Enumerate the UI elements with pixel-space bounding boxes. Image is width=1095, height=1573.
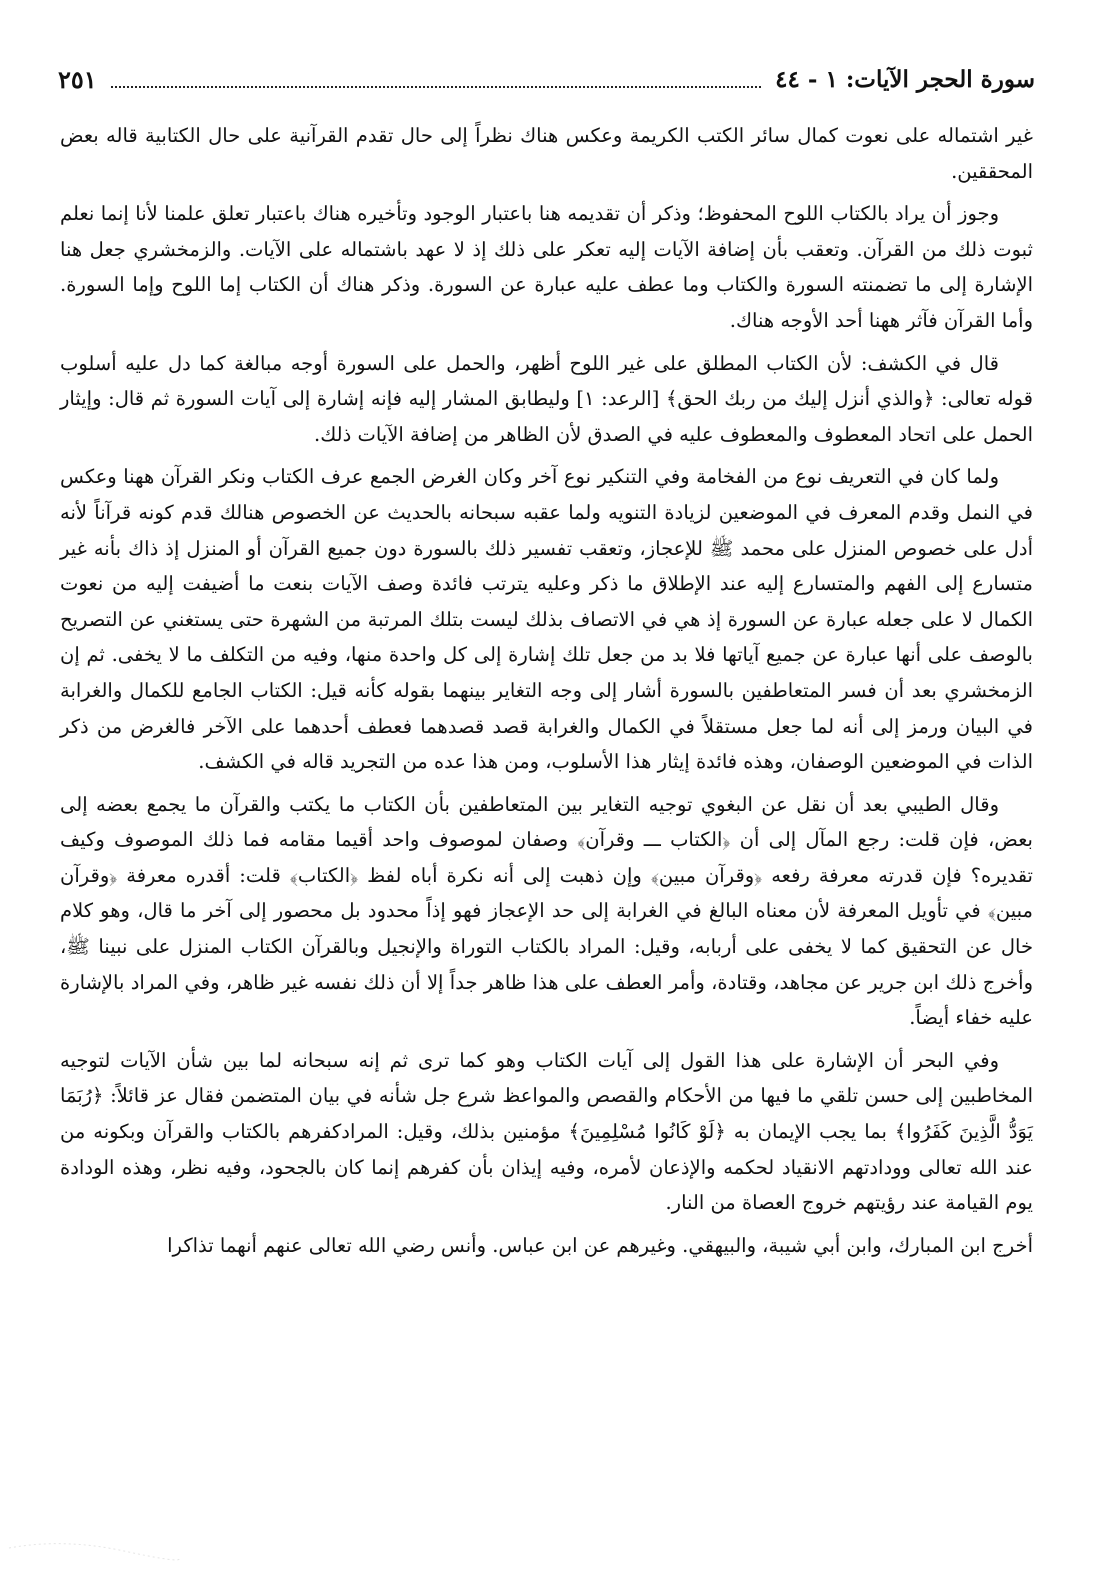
scan-smudge — [4, 1513, 184, 1563]
paragraph: أخرج ابن المبارك، وابن أبي شيبة، والبيهقي. وغيرهم عن ابن عباس. وأنس رضي الله تعالى عنهم أنهما تذاكرا — [167, 1233, 1033, 1257]
paragraph: وقال الطيبي بعد أن نقل عن البغوي توجيه التغاير بين المتعاطفين بأن الكتاب ما يكتب والقرآن ما يجمع بعضه إلى بعض، فإن قلت: رجع المآل إلى أن ﴿الكتاب ـــ وقرآن﴾ وصفان لموصوف واحد أقيما مقامه فما ذلك الموصوف وكيف تقديره؟ فإن قدرته معرفة رفعه ﴿وقرآن مبين﴾ وإن ذهبت إلى أنه نكرة أباه لفظ ﴿الكتاب﴾ قلت: أقدره معرفة ﴿وقرآن مبين﴾ في تأويل المعرفة لأن معناه البالغ في الغرابة إلى حد الإعجاز فهو إذاً محدود بل محصور إلى آخر ما قال، وهو كلام خال عن التحقيق كما لا يخفى على أربابه، وقيل: المراد بالكتاب التوراة والإنجيل وبالقرآن الكتاب المنزل على نبينا ﷺ، وأخرج ذلك ابن جرير عن مجاهد، وقتادة، وأمر العطف على هذا ظاهر جداً إلا أن ذلك نفسه غير ظاهر، وفي المراد بالإشارة عليه خفاء أيضاً. — [60, 792, 1033, 1030]
paragraph: غير اشتماله على نعوت كمال سائر الكتب الكريمة وعكس هناك نظراً إلى حال تقدم القرآنية على حال الكتابية قاله بعض المحققين. — [60, 124, 1033, 183]
leader-dots — [111, 85, 762, 88]
paragraph: وجوز أن يراد بالكتاب اللوح المحفوظ؛ وذكر أن تقديمه هنا باعتبار الوجود وتأخيره هناك باعتبار تعلق علمنا لأنا إنما نعلم ثبوت ذلك من القرآن. وتعقب بأن إضافة الآيات إليه تعكر على ذلك إذ لا عهد باشتماله على الآيات. والزمخشري جعل هنا الإشارة إلى ما تضمنته السورة والكتاب وما عطف عليه عبارة عن السورة. وذكر هناك أن الكتاب إما اللوح وإما السورة. وأما القرآن فآثر ههنا أحد الأوجه هناك. — [60, 202, 1033, 332]
page-number: ٢٥١ — [58, 65, 97, 94]
paragraph: ولما كان في التعريف نوع من الفخامة وفي التنكير نوع آخر وكان الغرض الجمع عرف الكتاب ونكر القرآن ههنا وعكس في النمل وقدم المعرف في الموضعين لزيادة التنويه ولما عقبه سبحانه بالحديث عن الخصوص هنالك قدم كونه قرآناً لأنه أدل على خصوص المنزل على محمد ﷺ للإعجاز، وتعقب تفسير ذلك بالسورة دون جميع القرآن أو المنزل إذ ذاك بأنه غير متسارع إلى الفهم والمتسارع إليه عند الإطلاق ما ذكر وعليه يترتب فائدة وصف الآيات بنعت ما أضيفت إليه من نعوت الكمال لا على جعله عبارة عن السورة إذ هي في الاتصاف بذلك ليست بتلك المرتبة من الشهرة حتى يستغني عن التصريح بالوصف على أنها عبارة عن جميع آياتها فلا بد من جعل تلك إشارة إلى كل واحدة منها، وفيه من التكلف ما لا يخفى. ثم إن الزمخشري بعد أن فسر المتعاطفين بالسورة أشار إلى وجه التغاير بينهما بقوله كأنه قيل: الكتاب الجامع للكمال والغرابة في البيان ورمز إلى أنه لما جعل مستقلاً في الكمال والغرابة قصد قصدهما فعطف أحدهما على الآخر فالغرض من ذكر الذات في الموضعين الوصفان، وهذه فائدة إيثار هذا الأسلوب، ومن هذا عده من التجريد قاله في الكشف. — [60, 465, 1033, 774]
running-title: سورة الحجر الآيات: ١ - ٤٤ — [775, 66, 1035, 93]
paragraph: قال في الكشف: لأن الكتاب المطلق على غير اللوح أظهر، والحمل على السورة أوجه مبالغة كما دل عليه أسلوب قوله تعالى: ﴿والذي أنزل إليك من ربك الحق﴾ [الرعد: ١] وليطابق المشار إليه فإنه إشارة إلى آيات السورة ثم قال: وإيثار الحمل على اتحاد المعطوف والمعطوف عليه في الصدق لأن الظاهر من إضافة الآيات ذلك. — [60, 351, 1033, 446]
page-header — [58, 56, 1035, 96]
page-body — [60, 118, 1033, 1270]
paragraph: وفي البحر أن الإشارة على هذا القول إلى آيات الكتاب وهو كما ترى ثم إنه سبحانه لما بين شأن الآيات لتوجيه المخاطبين إلى حسن تلقي ما فيها من الأحكام والقصص والمواعظ شرع جل شأنه في بيان المتضمن فقال عز قائلاً: ﴿رُبَمَا يَوَدُّ الَّذِينَ كَفَرُوا﴾ بما يجب الإيمان به ﴿لَوْ كَانُوا مُسْلِمِينَ﴾ مؤمنين بذلك، وقيل: المرادكفرهم بالكتاب والقرآن وبكونه من عند الله تعالى وودادتهم الانقياد لحكمه والإذعان لأمره، وفيه إيذان بأن كفرهم إنما كان بالجحود، وفيه نظر، وهذه الودادة يوم القيامة عند رؤيتهم خروج العصاة من النار. — [60, 1048, 1033, 1215]
